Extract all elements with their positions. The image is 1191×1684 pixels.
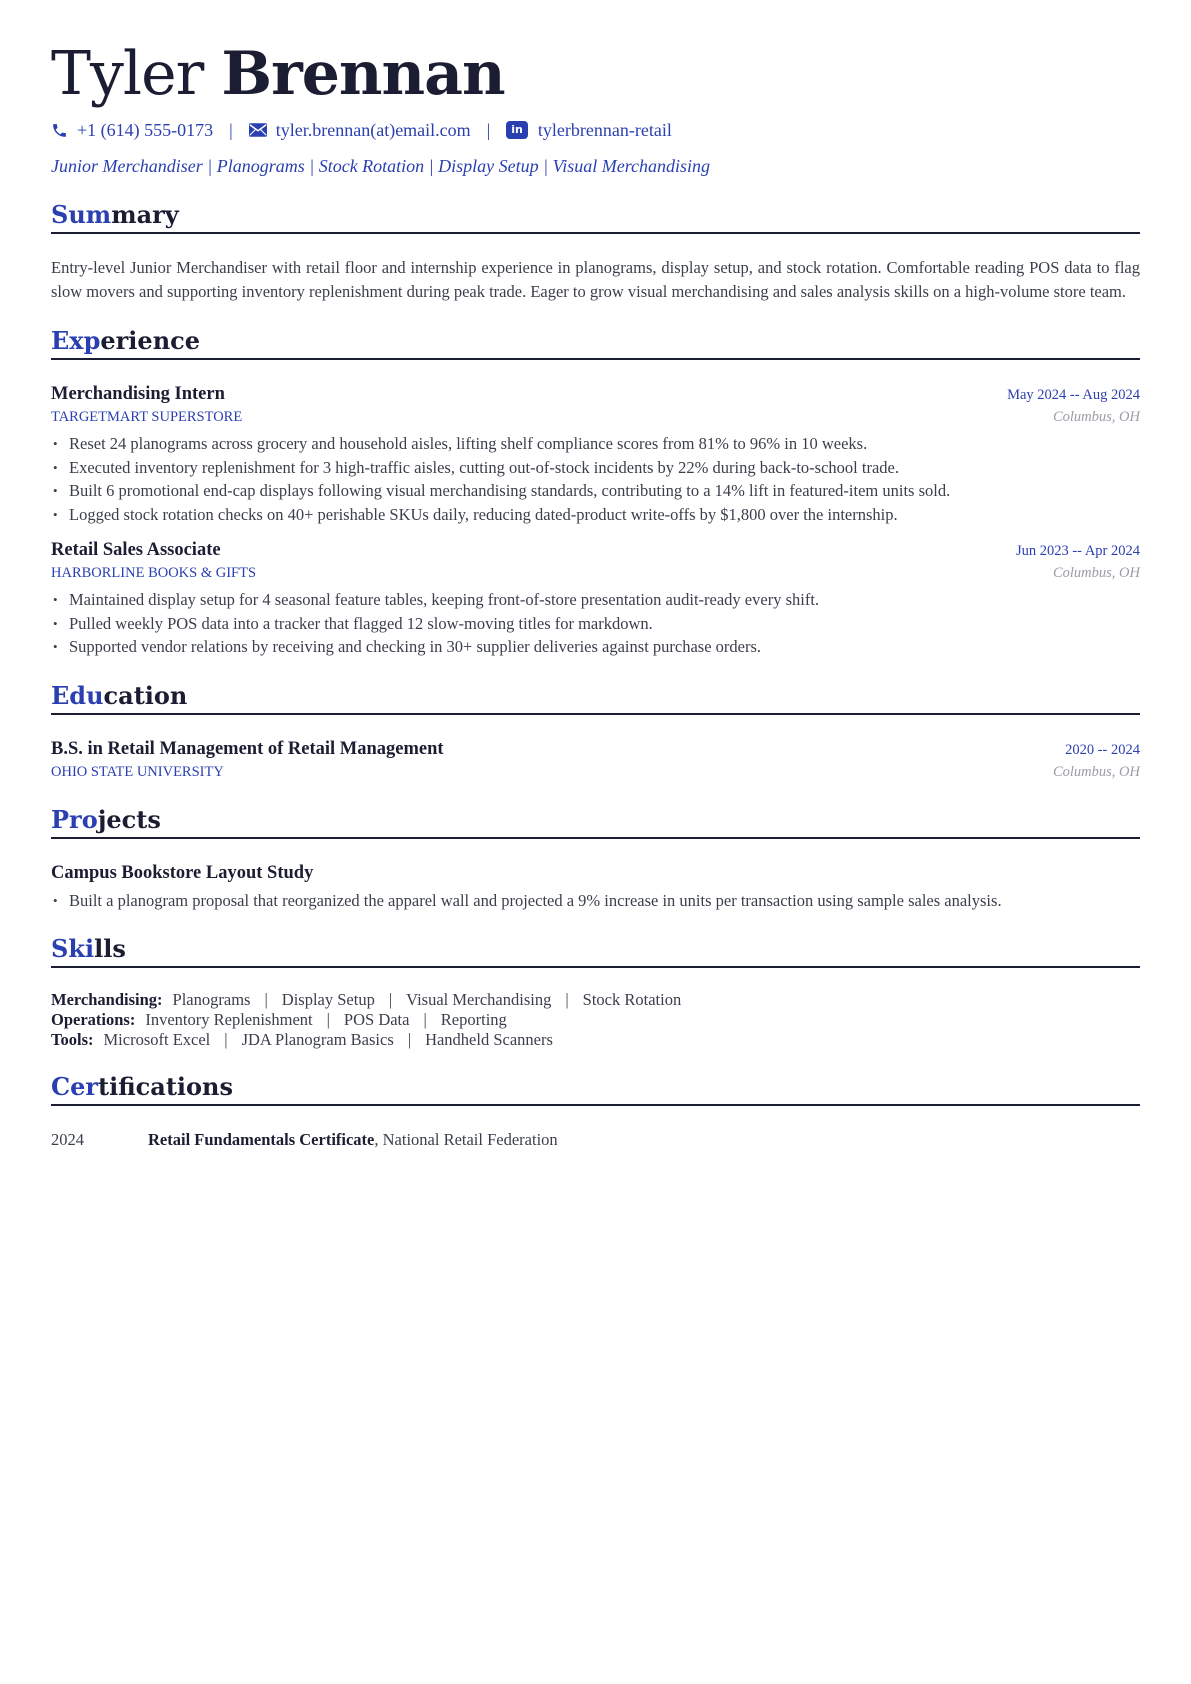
job-title: Merchandising Intern xyxy=(51,384,225,404)
projects-section xyxy=(51,805,1140,913)
bullet-item: • Built 6 promotional end-cap displays following visual merchandising standards, contributing to a 14% lift in featured-item units sold. xyxy=(51,479,1140,503)
skill-item: Visual Merchandising xyxy=(406,990,552,1009)
bullet-item: • Built a planogram proposal that reorganized the apparel wall and projected a 9% increase in units per transaction using sample sales analysis. xyxy=(51,889,1140,913)
employer-name: TARGETMART SUPERSTORE xyxy=(51,409,243,425)
skill-group xyxy=(51,1030,1140,1050)
experience-section xyxy=(51,326,1140,659)
contact-separator: | xyxy=(229,120,233,140)
job-location: Columbus, OH xyxy=(1052,409,1140,425)
skill-item: JDA Planogram Basics xyxy=(241,1030,394,1049)
linkedin-contact[interactable] xyxy=(506,118,672,142)
skill-separator: | xyxy=(423,1010,427,1029)
school-location: Columbus, OH xyxy=(1052,763,1140,780)
education-dates: 2020 -- 2024 xyxy=(1065,741,1140,758)
bullet-item: • Supported vendor relations by receiving and checking in 30+ supplier deliveries against purchase orders. xyxy=(51,635,1140,659)
section-title-skills: Skills xyxy=(51,934,1140,968)
summary-text: Entry-level Junior Merchandiser with retail floor and internship experience in planograms, display setup, and stock rotation. Comfortable reading POS data to flag slow movers and supporting inventory replenishment during peak trade. Eager to grow visual merchandising and sales analysis skills on a high-volume store team. xyxy=(51,258,1140,301)
certification-issuer: , National Retail Federation xyxy=(374,1130,558,1149)
degree-title: B.S. in Retail Management of Retail Management xyxy=(51,738,444,759)
skill-item: Planograms xyxy=(172,990,251,1009)
phone-text: +1 (614) 555-0173 xyxy=(77,120,214,140)
summary-section xyxy=(51,200,1140,304)
bullet-item: • Logged stock rotation checks on 40+ perishable SKUs daily, reducing dated-product write-offs by $1,800 over the internship. xyxy=(51,503,1140,527)
certification-year: 2024 xyxy=(51,1130,84,1149)
skill-separator: | xyxy=(326,1010,330,1029)
skill-item: Reporting xyxy=(440,1010,507,1029)
project-bullets xyxy=(51,889,1140,913)
job-bullets xyxy=(51,588,1140,659)
last-name: Brennan xyxy=(221,39,505,109)
bullet-item: • Maintained display setup for 4 seasonal feature tables, keeping front-of-store presentation audit-ready every shift. xyxy=(51,588,1140,612)
skill-separator: | xyxy=(264,990,268,1009)
skill-group xyxy=(51,1010,1140,1030)
section-title-summary: Summary xyxy=(51,200,1140,234)
skill-item: Stock Rotation xyxy=(582,990,682,1009)
section-title-education: Education xyxy=(51,681,1140,715)
job-dates: May 2024 -- Aug 2024 xyxy=(1007,387,1140,403)
skill-separator: | xyxy=(565,990,569,1009)
first-name: Tyler xyxy=(51,39,204,109)
school-name: OHIO STATE UNIVERSITY xyxy=(51,763,224,780)
certification-name: Retail Fundamentals Certificate xyxy=(148,1130,375,1149)
certifications-section xyxy=(51,1072,1140,1152)
skill-separator: | xyxy=(407,1030,412,1049)
education-section xyxy=(51,681,1140,783)
section-title-projects: Projects xyxy=(51,805,1140,839)
phone-contact[interactable] xyxy=(51,118,213,142)
skill-item: Handheld Scanners xyxy=(425,1030,553,1049)
job-title: Retail Sales Associate xyxy=(51,540,221,560)
skill-group-label: Operations: xyxy=(51,1010,136,1029)
skill-item: Inventory Replenishment xyxy=(145,1010,313,1029)
bullet-item: • Reset 24 planograms across grocery and household aisles, lifting shelf compliance scores from 81% to 96% in 10 weeks. xyxy=(51,432,1140,456)
skill-separator: | xyxy=(224,1030,228,1049)
contact-bar xyxy=(51,118,1140,142)
certification-entry xyxy=(51,1128,1140,1152)
skill-item: POS Data xyxy=(343,1010,410,1029)
section-title-experience: Experience xyxy=(51,326,1140,360)
skills-section xyxy=(51,934,1140,1050)
experience-entry xyxy=(51,382,1140,526)
skill-item: Display Setup xyxy=(281,990,375,1009)
job-dates: Jun 2023 -- Apr 2024 xyxy=(1015,543,1140,559)
linkedin-icon: in xyxy=(506,121,528,139)
project-title: Campus Bookstore Layout Study xyxy=(51,862,314,883)
candidate-name xyxy=(51,38,1140,110)
email-contact[interactable] xyxy=(249,118,471,142)
section-title-certifications: Certifications xyxy=(51,1072,1140,1106)
skill-item: Microsoft Excel xyxy=(103,1030,211,1049)
contact-separator: | xyxy=(486,120,491,140)
skill-separator: | xyxy=(388,990,393,1009)
skills-list xyxy=(51,990,1140,1050)
phone-icon xyxy=(51,122,68,139)
education-entry xyxy=(51,737,1140,783)
job-bullets xyxy=(51,432,1140,526)
employer-name: HARBORLINE BOOKS & GIFTS xyxy=(51,565,257,581)
skill-group-label: Tools: xyxy=(51,1030,94,1049)
email-text: tyler.brennan(at)email.com xyxy=(275,120,471,140)
skill-group-label: Merchandising: xyxy=(51,990,163,1009)
project-entry xyxy=(51,861,1140,913)
experience-entry xyxy=(51,538,1140,659)
skill-group xyxy=(51,990,1140,1010)
job-location: Columbus, OH xyxy=(1052,565,1140,581)
bullet-item: • Executed inventory replenishment for 3 high-traffic aisles, cutting out-of-stock incidents by 22% during back-to-school trade. xyxy=(51,456,1140,480)
linkedin-text: tylerbrennan-retail xyxy=(537,120,672,140)
bullet-item: • Pulled weekly POS data into a tracker that flagged 12 slow-moving titles for markdown. xyxy=(51,612,1140,636)
mail-icon xyxy=(249,123,267,137)
headline-tagline: Junior Merchandiser | Planograms | Stock Rotation | Display Setup | Visual Merchandising xyxy=(51,156,711,176)
